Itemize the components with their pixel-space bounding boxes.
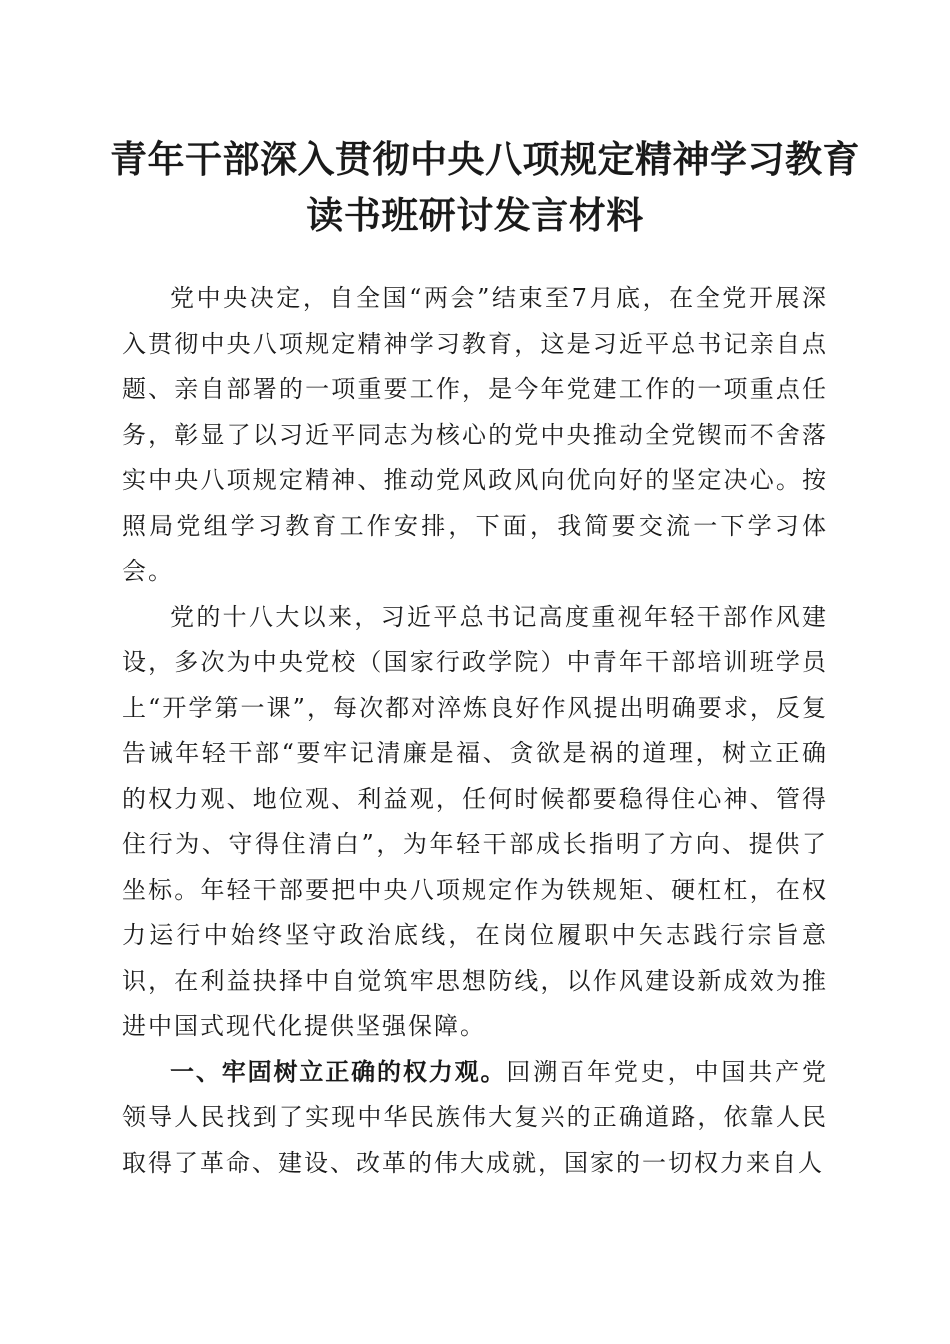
document-title xyxy=(110,132,860,244)
paragraph-intro: 党中央决定，自全国“两会”结束至7月底，在全党开展深入贯彻中央八项规定精神学习教育，这是习近平总书记亲自点题、亲自部署的一项重要工作，是今年党建工作的一项重点任务，彰显了以习近平同志为核心的党中央推动全党锲而不舍落实中央八项规定精神、推动党风政风向优向好的坚定决心。按照局党组学习教育工作安排，下面，我简要交流一下学习体会。 xyxy=(122,284,828,585)
section-1-text: 回溯百年党史，中国共产党领导人民找到了实现中华民族伟大复兴的正确道路，依靠人民取得了革命、建设、改革的伟大成就，国家的一切权力来自人 xyxy=(122,1057,828,1177)
title-line-2: 读书班研讨发言材料 xyxy=(306,194,644,237)
paragraph-background: 党的十八大以来，习近平总书记高度重视年轻干部作风建设，多次为中央党校（国家行政学院）中青年干部培训班学员上“开学第一课”，每次都对淬炼良好作风提出明确要求，反复告诫年轻干部“要牢记清廉是福、贪欲是祸的道理，树立正确的权力观、地位观、利益观，任何时候都要稳得住心神、管得住行为、守得住清白”，为年轻干部成长指明了方向、提供了坐标。年轻干部要把中央八项规定作为铁规矩、硬杠杠，在权力运行中始终坚守政治底线，在岗位履职中矢志践行宗旨意识，在利益抉择中自觉筑牢思想防线，以作风建设新成效为推进中国式现代化提供坚强保障。 xyxy=(122,602,828,1040)
section-1-heading: 一、牢固树立正确的权力观。 xyxy=(170,1057,507,1086)
title-line-1: 青年干部深入贯彻中央八项规定精神学习教育 xyxy=(110,138,860,181)
document-body xyxy=(122,276,828,1186)
paragraph-section-1 xyxy=(122,1050,828,1187)
